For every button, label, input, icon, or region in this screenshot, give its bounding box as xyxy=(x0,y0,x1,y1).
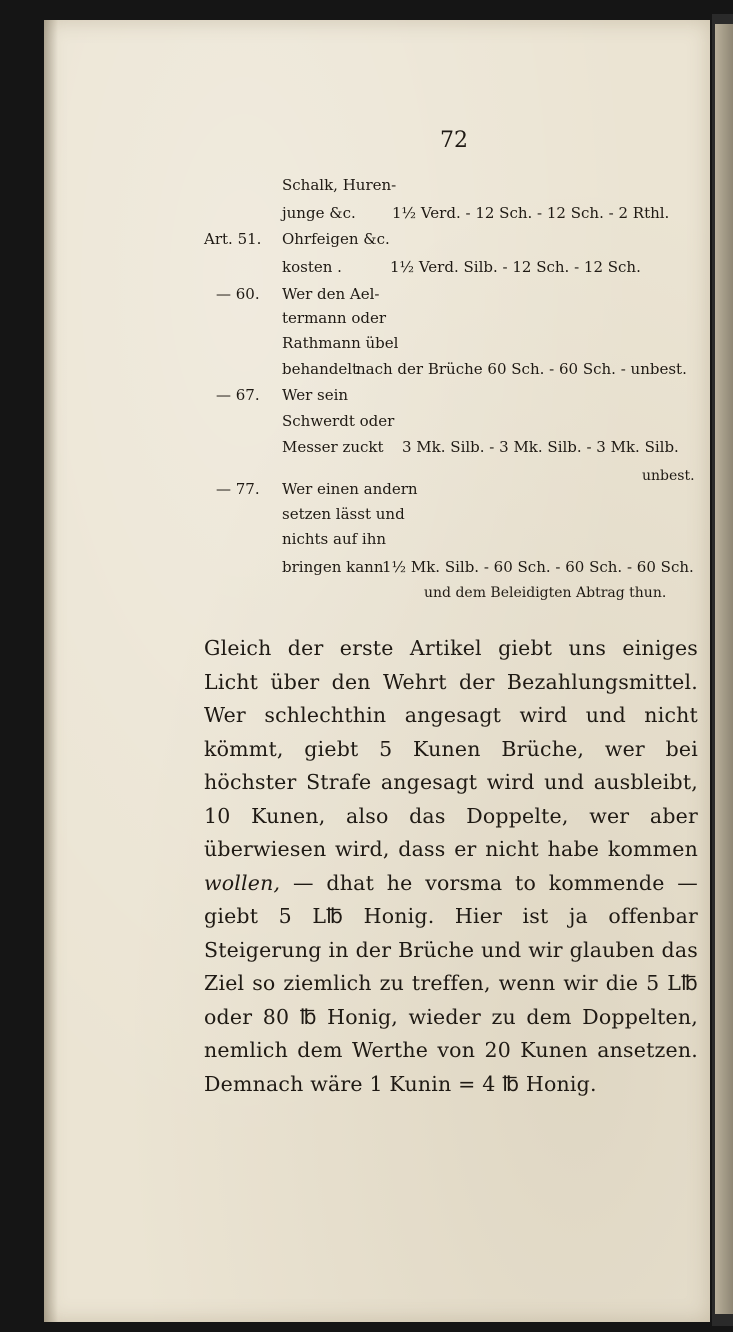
offense-line: Wer den Ael- xyxy=(282,285,380,303)
adjacent-page-edge xyxy=(712,14,733,1326)
body-paragraph xyxy=(204,632,698,1101)
article-number: — 60. xyxy=(216,285,260,303)
article-number: — 67. xyxy=(216,386,260,404)
table-row xyxy=(282,285,380,303)
table-row xyxy=(282,558,384,576)
offense-line: Ohrfeigen &c. xyxy=(282,230,390,248)
table-row xyxy=(282,230,390,248)
fine-amounts: 1½ Verd. - 12 Sch. - 12 Sch. - 2 Rthl. xyxy=(392,204,670,222)
offense-line: kosten . xyxy=(282,258,342,276)
fine-table xyxy=(44,20,710,630)
offense-line: bringen kann xyxy=(282,558,384,576)
fine-amounts: 1½ Verd. Silb. - 12 Sch. - 12 Sch. xyxy=(390,258,641,276)
offense-line: Schalk, Huren- xyxy=(282,176,397,194)
table-row xyxy=(282,412,394,430)
offense-line: Rathmann übel xyxy=(282,334,399,352)
fine-amounts: 3 Mk. Silb. - 3 Mk. Silb. - 3 Mk. Silb. xyxy=(402,438,679,456)
fine-note: und dem Beleidigten Abtrag thun. xyxy=(424,585,667,601)
offense-line: junge &c. xyxy=(282,204,356,222)
table-row xyxy=(282,360,358,378)
offense-line: Messer zuckt xyxy=(282,438,384,456)
offense-line: Wer einen andern xyxy=(282,480,418,498)
table-row xyxy=(282,176,396,194)
table-row xyxy=(282,204,356,222)
table-row xyxy=(282,438,384,456)
table-row xyxy=(282,334,398,352)
table-row xyxy=(282,258,342,276)
table-row xyxy=(282,309,386,327)
offense-line: behandelt xyxy=(282,360,359,378)
article-number: Art. 51. xyxy=(204,230,262,248)
book-page xyxy=(44,20,710,1322)
paragraph-text: Gleich der erste Artikel giebt uns einiges Licht über den Wehrt der Bezahlungsmittel. Wer schlechthin angesagt wird und nicht kömmt, giebt 5 Kunen Brüche, wer bei höchster Strafe angesagt wird und ausbleibt, 10 Kunen, also das Doppelte, wer aber überwiesen wird, dass er nicht habe kommen xyxy=(204,636,698,861)
fine-amounts: 1½ Mk. Silb. - 60 Sch. - 60 Sch. - 60 Sch. xyxy=(382,558,694,576)
table-row xyxy=(282,530,386,548)
offense-line: setzen lässt und xyxy=(282,505,405,523)
table-row xyxy=(282,505,405,523)
offense-line: Wer sein xyxy=(282,386,349,404)
article-number: — 77. xyxy=(216,480,260,498)
paragraph-text: — dhat he vorsma to kommende — giebt 5 L℔ Honig. Hier ist ja offenbar Steigerung in der Brüche und wir glauben das Ziel so ziemlich zu treffen, wenn wir die 5 L℔ oder 80 ℔ Honig, wieder zu dem Doppelten, nemlich dem Werthe von 20 Kunen ansetzen. Demnach wäre 1 Kunin = 4 ℔ Honig. xyxy=(204,870,698,1096)
offense-line: nichts auf ihn xyxy=(282,530,387,548)
paragraph-emphasis: wollen, xyxy=(204,870,281,895)
fine-note: unbest. xyxy=(642,468,695,484)
offense-line: Schwerdt oder xyxy=(282,412,395,430)
table-row xyxy=(282,480,418,498)
page-number: 72 xyxy=(440,128,468,153)
table-row xyxy=(282,386,348,404)
offense-line: termann oder xyxy=(282,309,387,327)
fine-amounts: nach der Brüche 60 Sch. - 60 Sch. - unbest. xyxy=(356,360,687,378)
